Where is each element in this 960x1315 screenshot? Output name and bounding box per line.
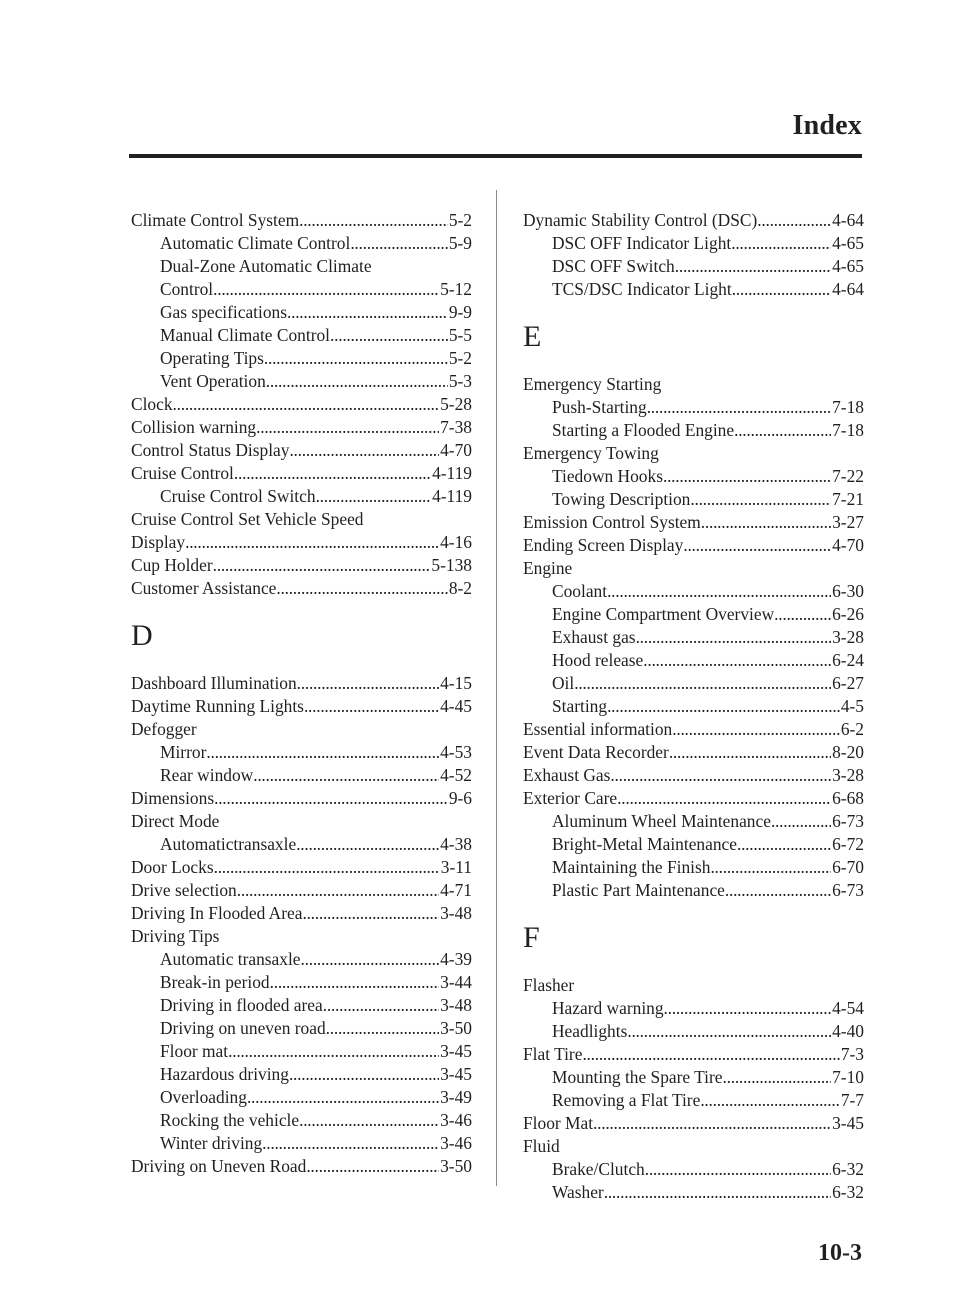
page-reference: 9-9	[448, 302, 472, 322]
page-reference: 4-16	[440, 532, 472, 552]
index-column-right	[523, 209, 864, 1204]
page-reference: 7-3	[840, 1044, 864, 1064]
index-subentry	[131, 232, 472, 255]
dot-leader	[675, 255, 831, 278]
entry-label: Driving on Uneven Road	[131, 1156, 307, 1176]
index-entry	[131, 856, 472, 879]
dot-leader	[701, 511, 831, 534]
dot-leader	[234, 462, 431, 485]
index-entry	[131, 393, 472, 416]
index-entry	[523, 511, 864, 534]
header-rule	[129, 154, 862, 158]
index-entry	[131, 902, 472, 925]
dot-leader	[173, 393, 440, 416]
entry-label: Daytime Running Lights	[131, 696, 304, 716]
entry-label: Brake/Clutch	[552, 1159, 645, 1179]
dot-leader	[617, 787, 831, 810]
index-subentry	[523, 626, 864, 649]
dot-leader	[725, 879, 831, 902]
dot-leader	[302, 902, 439, 925]
entry-label: Driving on uneven road	[160, 1018, 326, 1038]
entry-label: Customer Assistance	[131, 578, 277, 598]
entry-label: Dual-Zone Automatic Climate	[160, 256, 372, 276]
index-subentry	[523, 488, 864, 511]
index-entry	[523, 209, 864, 232]
dot-leader	[757, 209, 831, 232]
index-subentry	[131, 1132, 472, 1155]
entry-label: Removing a Flat Tire	[552, 1090, 701, 1110]
entry-label: Bright-Metal Maintenance	[552, 834, 737, 854]
page-reference: 5-9	[448, 233, 472, 253]
index-column-left	[131, 209, 472, 1178]
index-entry	[523, 1043, 864, 1066]
entry-label: Flasher	[523, 975, 575, 995]
index-subentry	[523, 879, 864, 902]
entry-label: Defogger	[131, 719, 197, 739]
dot-leader	[700, 1089, 840, 1112]
page-reference: 7-21	[832, 489, 864, 509]
section-letter: D	[131, 619, 153, 652]
entry-label: Dashboard Illumination	[131, 673, 297, 693]
entry-label: Exhaust gas	[552, 627, 636, 647]
page-reference: 3-27	[832, 512, 864, 532]
dot-leader	[731, 232, 831, 255]
column-divider	[496, 190, 497, 1186]
index-entry	[131, 209, 472, 232]
page-reference: 4-38	[440, 834, 472, 854]
index-subentry	[131, 278, 472, 301]
index-entry	[131, 879, 472, 902]
dot-leader	[289, 439, 439, 462]
entry-label: Manual Climate Control	[160, 325, 331, 345]
index-entry	[523, 718, 864, 741]
page-reference: 6-27	[832, 673, 864, 693]
entry-label: Vent Operation	[160, 371, 266, 391]
page-reference: 3-46	[440, 1110, 472, 1130]
entry-label: Floor mat	[160, 1041, 229, 1061]
dot-leader	[237, 879, 439, 902]
dot-leader	[299, 209, 448, 232]
entry-label: Tiedown Hooks	[552, 466, 663, 486]
index-entry	[131, 531, 472, 554]
entry-label: Engine	[523, 558, 573, 578]
index-entry	[523, 764, 864, 787]
index-subentry	[131, 833, 472, 856]
dot-leader	[710, 856, 831, 879]
page-number: 10-3	[818, 1240, 862, 1266]
entry-label: Mounting the Spare Tire	[552, 1067, 723, 1087]
entry-label: Exterior Care	[523, 788, 618, 808]
dot-leader	[247, 1086, 439, 1109]
dot-leader	[643, 649, 831, 672]
index-subentry	[131, 370, 472, 393]
index-subentry	[523, 603, 864, 626]
index-subentry	[523, 278, 864, 301]
dot-leader	[266, 370, 448, 393]
index-entry	[131, 718, 472, 741]
index-entry	[523, 974, 864, 997]
index-subentry	[131, 255, 472, 278]
page-reference: 3-28	[832, 627, 864, 647]
page-reference: 3-48	[440, 903, 472, 923]
index-subentry	[523, 1181, 864, 1204]
index-entry	[131, 672, 472, 695]
entry-label: Direct Mode	[131, 811, 220, 831]
page-reference: 4-65	[832, 256, 864, 276]
page-reference: 6-26	[832, 604, 864, 624]
dot-leader	[672, 718, 840, 741]
page-reference: 5-2	[448, 348, 472, 368]
dot-leader	[297, 672, 439, 695]
dot-leader	[206, 741, 439, 764]
dot-leader	[647, 396, 831, 419]
index-entry	[131, 810, 472, 833]
page-reference: 3-49	[440, 1087, 472, 1107]
page-reference: 4-70	[832, 535, 864, 555]
page-reference: 4-40	[832, 1021, 864, 1041]
page-reference: 3-50	[440, 1018, 472, 1038]
entry-label: Automatic transaxle	[160, 949, 301, 969]
page-reference: 7-38	[440, 417, 472, 437]
entry-label: Rocking the vehicle	[160, 1110, 300, 1130]
index-subentry	[523, 1089, 864, 1112]
dot-leader	[664, 997, 832, 1020]
page-reference: 3-45	[832, 1113, 864, 1133]
dot-leader	[228, 1040, 439, 1063]
page-reference: 5-5	[448, 325, 472, 345]
entry-label: Plastic Part Maintenance	[552, 880, 725, 900]
entry-label: Starting	[552, 696, 608, 716]
index-entry	[131, 439, 472, 462]
entry-label: Climate Control System	[131, 210, 300, 230]
page-reference: 3-45	[440, 1041, 472, 1061]
entry-label: Headlights	[552, 1021, 628, 1041]
entry-label: Cruise Control	[131, 463, 234, 483]
page-reference: 3-50	[440, 1156, 472, 1176]
entry-label: Dynamic Stability Control (DSC)	[523, 210, 758, 230]
entry-label: Coolant	[552, 581, 608, 601]
index-entry	[523, 557, 864, 580]
entry-label: Hood release	[552, 650, 644, 670]
entry-label: Rear window	[160, 765, 254, 785]
dot-leader	[323, 994, 439, 1017]
dot-leader	[610, 764, 831, 787]
index-subentry	[131, 324, 472, 347]
dot-leader	[256, 416, 439, 439]
page-reference: 5-28	[440, 394, 472, 414]
page-reference: 3-46	[440, 1133, 472, 1153]
index-subentry	[131, 971, 472, 994]
page-reference: 4-45	[440, 696, 472, 716]
page-reference: 5-2	[448, 210, 472, 230]
dot-leader	[636, 626, 832, 649]
page-reference: 6-73	[832, 880, 864, 900]
index-entry	[131, 462, 472, 485]
dot-leader	[582, 1043, 839, 1066]
dot-leader	[732, 278, 831, 301]
entry-label: Drive selection	[131, 880, 237, 900]
entry-label: Washer	[552, 1182, 604, 1202]
page-title: Index	[792, 110, 862, 141]
page-reference: 9-6	[448, 788, 472, 808]
dot-leader	[627, 1020, 831, 1043]
dot-leader	[645, 1158, 831, 1181]
entry-label: Winter driving	[160, 1133, 263, 1153]
dot-leader	[289, 1063, 439, 1086]
dot-leader	[270, 971, 439, 994]
index-entry	[523, 1112, 864, 1135]
page-reference: 6-72	[832, 834, 864, 854]
index-entry	[131, 925, 472, 948]
dot-leader	[299, 1109, 439, 1132]
entry-label: Oil	[552, 673, 575, 693]
page-reference: 6-2	[840, 719, 864, 739]
dot-leader	[690, 488, 831, 511]
page-reference: 3-28	[832, 765, 864, 785]
index-subentry	[523, 232, 864, 255]
entry-label: Cruise Control Switch	[160, 486, 316, 506]
entry-label: Emission Control System	[523, 512, 701, 532]
index-subentry	[131, 741, 472, 764]
index-subentry	[131, 485, 472, 508]
dot-leader	[296, 833, 439, 856]
entry-label: Starting a Flooded Engine	[552, 420, 735, 440]
page-reference: 3-11	[440, 857, 472, 877]
page-reference: 8-20	[832, 742, 864, 762]
dot-leader	[214, 787, 448, 810]
dot-leader	[663, 465, 831, 488]
entry-label: Exhaust Gas	[523, 765, 611, 785]
entry-label: Hazardous driving	[160, 1064, 289, 1084]
index-subentry	[131, 1063, 472, 1086]
index-entry	[131, 1155, 472, 1178]
dot-leader	[607, 695, 840, 718]
entry-label: Essential information	[523, 719, 673, 739]
index-subentry	[131, 347, 472, 370]
entry-label: Towing Description	[552, 489, 691, 509]
page-reference: 8-2	[448, 578, 472, 598]
index-subentry	[131, 1086, 472, 1109]
dot-leader	[304, 695, 439, 718]
entry-label: Driving in flooded area	[160, 995, 323, 1015]
page-reference: 6-70	[832, 857, 864, 877]
entry-label: Driving Tips	[131, 926, 220, 946]
entry-label: Maintaining the Finish	[552, 857, 711, 877]
index-entry	[523, 534, 864, 557]
entry-label: Gas specifications	[160, 302, 288, 322]
entry-label: Dimensions	[131, 788, 215, 808]
index-subentry	[523, 856, 864, 879]
index-subentry	[523, 580, 864, 603]
index-subentry	[523, 695, 864, 718]
dot-leader	[253, 764, 439, 787]
section-letter: F	[523, 921, 540, 954]
dot-leader	[593, 1112, 831, 1135]
dot-leader	[301, 948, 440, 971]
dot-leader	[771, 810, 831, 833]
index-entry	[131, 508, 472, 531]
page-reference: 4-39	[440, 949, 472, 969]
page-reference: 5-12	[440, 279, 472, 299]
index-subentry	[523, 465, 864, 488]
index-subentry	[523, 419, 864, 442]
entry-label: Cruise Control Set Vehicle Speed	[131, 509, 364, 529]
dot-leader	[326, 1017, 439, 1040]
index-subentry	[131, 994, 472, 1017]
entry-label: Ending Screen Display	[523, 535, 684, 555]
entry-label: Cup Holder	[131, 555, 213, 575]
page-reference: 6-32	[832, 1182, 864, 1202]
index-subentry	[523, 833, 864, 856]
entry-label: DSC OFF Switch	[552, 256, 675, 276]
dot-leader	[262, 1132, 439, 1155]
page-reference: 6-32	[832, 1159, 864, 1179]
dot-leader	[276, 577, 447, 600]
index-entry	[523, 1135, 864, 1158]
page-reference: 7-18	[832, 397, 864, 417]
dot-leader	[350, 232, 448, 255]
index-subentry	[131, 1109, 472, 1132]
dot-leader	[774, 603, 831, 626]
page-reference: 4-64	[832, 210, 864, 230]
dot-leader	[185, 531, 439, 554]
dot-leader	[214, 856, 440, 879]
page-reference: 7-22	[832, 466, 864, 486]
entry-label: Flat Tire	[523, 1044, 583, 1064]
index-entry	[131, 577, 472, 600]
entry-label: Emergency Towing	[523, 443, 659, 463]
index-subentry	[131, 764, 472, 787]
entry-label: Event Data Recorder	[523, 742, 669, 762]
index-entry	[131, 695, 472, 718]
index-subentry	[523, 1158, 864, 1181]
page-reference: 3-48	[440, 995, 472, 1015]
dot-leader	[574, 672, 831, 695]
entry-label: DSC OFF Indicator Light	[552, 233, 732, 253]
entry-label: TCS/DSC Indicator Light	[552, 279, 732, 299]
entry-label: Fluid	[523, 1136, 560, 1156]
dot-leader	[723, 1066, 832, 1089]
page-reference: 3-45	[440, 1064, 472, 1084]
page-reference: 7-10	[832, 1067, 864, 1087]
entry-label: Driving In Flooded Area	[131, 903, 303, 923]
dot-leader	[287, 301, 448, 324]
dot-leader	[737, 833, 831, 856]
index-subentry	[523, 810, 864, 833]
index-subentry	[523, 1020, 864, 1043]
dot-leader	[316, 485, 432, 508]
entry-label: Overloading	[160, 1087, 247, 1107]
page-reference: 4-71	[440, 880, 472, 900]
entry-label: Push-Starting	[552, 397, 647, 417]
index-subentry	[523, 1066, 864, 1089]
page-reference: 6-68	[832, 788, 864, 808]
dot-leader	[734, 419, 831, 442]
page-reference: 6-30	[832, 581, 864, 601]
index-subentry	[523, 997, 864, 1020]
page-reference: 4-54	[832, 998, 864, 1018]
entry-label: Door Locks	[131, 857, 214, 877]
index-entry	[523, 373, 864, 396]
entry-label: Emergency Starting	[523, 374, 662, 394]
dot-leader	[330, 324, 448, 347]
dot-leader	[683, 534, 831, 557]
entry-label: Control Status Display	[131, 440, 290, 460]
page-reference: 4-53	[440, 742, 472, 762]
page-reference: 4-15	[440, 673, 472, 693]
page-reference: 6-24	[832, 650, 864, 670]
entry-label: Operating Tips	[160, 348, 264, 368]
page-reference: 6-73	[832, 811, 864, 831]
page-reference: 7-18	[832, 420, 864, 440]
dot-leader	[264, 347, 448, 370]
page-reference: 4-52	[440, 765, 472, 785]
section-letter: E	[523, 320, 542, 353]
entry-label: Aluminum Wheel Maintenance	[552, 811, 771, 831]
page-reference: 4-65	[832, 233, 864, 253]
index-entry	[523, 787, 864, 810]
page-reference: 4-5	[840, 696, 864, 716]
index-entry	[131, 554, 472, 577]
dot-leader	[607, 580, 831, 603]
dot-leader	[213, 554, 431, 577]
entry-label: Mirror	[160, 742, 207, 762]
dot-leader	[669, 741, 831, 764]
index-subentry	[523, 649, 864, 672]
entry-label: Hazard warning	[552, 998, 664, 1018]
page-reference: 5-138	[431, 555, 472, 575]
index-entry	[523, 442, 864, 465]
entry-label: Display	[131, 532, 186, 552]
page-reference: 4-70	[440, 440, 472, 460]
index-subentry	[131, 1017, 472, 1040]
dot-leader	[604, 1181, 831, 1204]
entry-label: Automatictransaxle	[160, 834, 297, 854]
entry-label: Break-in period	[160, 972, 270, 992]
entry-label: Control	[160, 279, 214, 299]
index-entry	[523, 741, 864, 764]
page-reference: 3-44	[440, 972, 472, 992]
dot-leader	[213, 278, 439, 301]
entry-label: Floor Mat	[523, 1113, 594, 1133]
dot-leader	[306, 1155, 439, 1178]
page-reference: 4-64	[832, 279, 864, 299]
page-reference: 7-7	[840, 1090, 864, 1110]
entry-label: Clock	[131, 394, 173, 414]
page-reference: 4-119	[432, 486, 472, 506]
entry-label: Engine Compartment Overview	[552, 604, 775, 624]
entry-label: Automatic Climate Control	[160, 233, 351, 253]
page-reference: 4-119	[432, 463, 472, 483]
entry-label: Collision warning	[131, 417, 257, 437]
index-entry	[131, 787, 472, 810]
index-subentry	[523, 672, 864, 695]
index-entry	[131, 416, 472, 439]
index-subentry	[523, 255, 864, 278]
index-subentry	[131, 301, 472, 324]
index-subentry	[131, 1040, 472, 1063]
index-subentry	[131, 948, 472, 971]
index-subentry	[523, 396, 864, 419]
page-reference: 5-3	[448, 371, 472, 391]
